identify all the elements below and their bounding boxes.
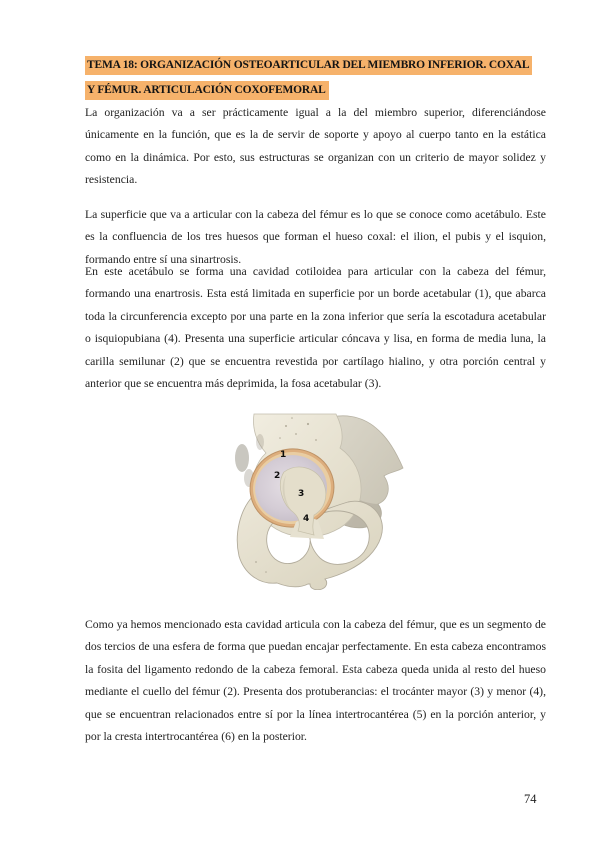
figure-label-2: 2	[274, 471, 281, 481]
paragraph-cavidad-cotiloidea: En este acetábulo se forma una cavidad cotiloidea para articular con la cabeza del fémur, formando una enartrosis. Esta está limitada en superficie por un borde acetabular (1), que abarca toda la circunferencia excepto por una parte en la zona inferior que sería la escotadura acetabular o isquiopubiana (4). Presenta una superficie articular cóncava y lisa, en forma de media luna, la carilla semilunar (2) que se encuentra revestida por cartílago hialino, y otra porción central y anterior que se encuentra más deprimida, la fosa acetabular (3).	[85, 265, 546, 391]
figure-label-4: 4	[303, 514, 310, 524]
paragraph-acetabulo: La superficie que va a articular con la cabeza del fémur es lo que se conoce como acetábulo. Este es la confluencia de los tres huesos que forman el hueso coxal: el ilion, el pubis y el isquion, formando entre sí una sinartrosis.	[85, 208, 546, 266]
hip-bone-illustration	[226, 412, 408, 590]
page-title-line2	[85, 76, 555, 101]
page-number: 74	[524, 792, 537, 806]
page-title	[85, 51, 555, 101]
page-title-line1	[85, 51, 555, 76]
figure-label-1: 1	[280, 450, 287, 460]
title-highlight: TEMA 18: ORGANIZACIÓN OSTEOARTICULAR DEL MIEMBRO INFERIOR. COXAL	[85, 56, 532, 75]
paragraph-cabeza-femur: Como ya hemos mencionado esta cavidad articula con la cabeza del fémur, que es un segmento de dos tercios de una esfera de forma que puedan encajar perfectamente. En esta cabeza encontramos la fosita del ligamento redondo de la cabeza femoral. Esta cabeza queda unida al resto del hueso mediante el cuello del fémur (2). Presenta dos protuberancias: el trocánter mayor (3) y menor (4), que se encuentran relacionados entre sí por la línea intertrocantérea (5) en la porción anterior, y por la cresta intertrocantérea (6) en la posterior.	[85, 618, 546, 744]
figure-label-3: 3	[298, 489, 305, 499]
title-highlight: Y FÉMUR. ARTICULACIÓN COXOFEMORAL	[85, 81, 329, 100]
figure-hip-bone	[226, 412, 408, 590]
paragraph-organizacion: La organización va a ser prácticamente igual a la del miembro superior, diferenciándose únicamente en la función, que es la de servir de soporte y apoyo al cuerpo tanto en la estática como en la dinámica. Por esto, sus estructuras se organizan con un criterio de mayor solidez y resistencia.	[85, 106, 546, 187]
